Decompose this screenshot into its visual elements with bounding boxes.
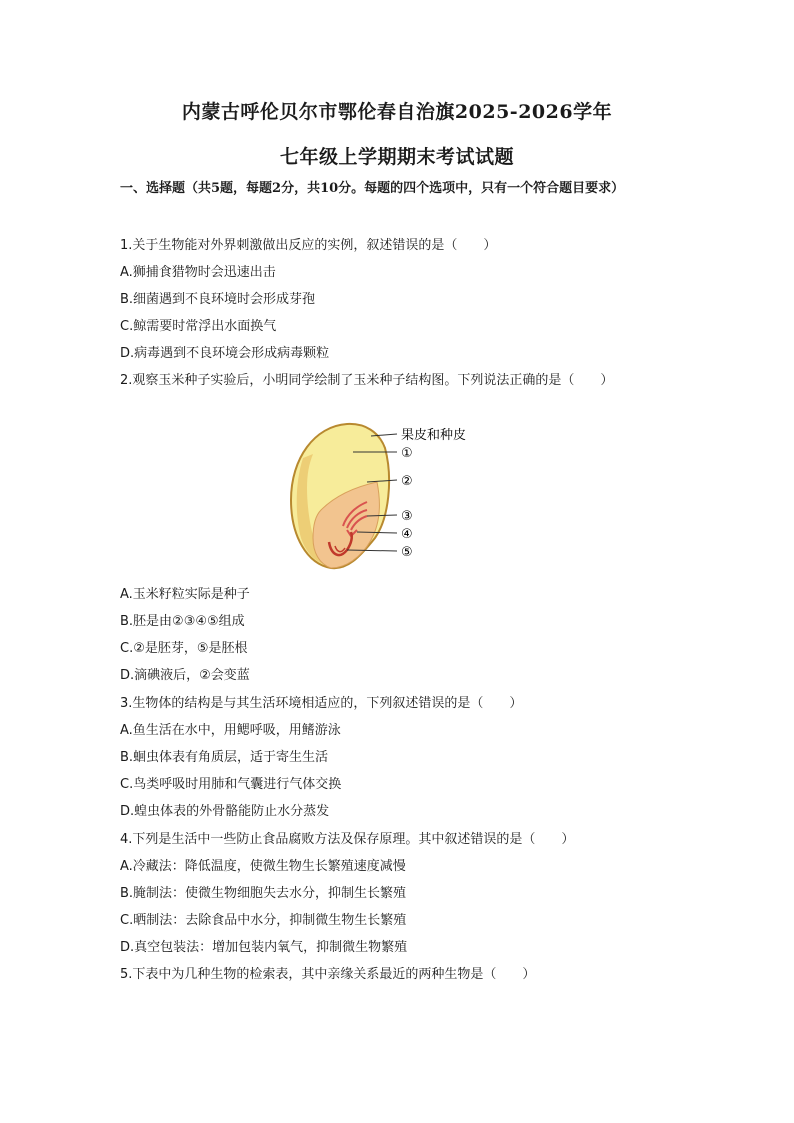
question-2-option-c: C.②是胚芽，⑤是胚根: [120, 641, 248, 656]
question-4-option-d: D.真空包装法：增加包装内氧气，抑制微生物繁殖: [120, 940, 408, 955]
question-1-option-a: A.狮捕食猎物时会迅速出击: [120, 265, 276, 280]
label-2: ②: [401, 474, 413, 489]
label-5: ⑤: [401, 545, 413, 560]
question-5-stem: 5.下表中为几种生物的检索表，其中亲缘关系最近的两种生物是（ ）: [120, 967, 536, 982]
question-1-stem: 1.关于生物能对外界刺激做出反应的实例，叙述错误的是（ ）: [120, 238, 497, 253]
question-2-stem: 2.观察玉米种子实验后，小明同学绘制了玉米种子结构图。下列说法正确的是（ ）: [120, 373, 614, 388]
page-title-line1: 内蒙古呼伦贝尔市鄂伦春自治旗2025-2026学年: [181, 101, 613, 123]
question-3-option-c: C.鸟类呼吸时用肺和气囊进行气体交换: [120, 777, 342, 792]
question-3-option-a: A.鱼生活在水中，用鳃呼吸，用鳍游泳: [120, 723, 341, 738]
question-3-stem: 3.生物体的结构是与其生活环境相适应的，下列叙述错误的是（ ）: [120, 696, 523, 711]
question-1-option-d: D.病毒遇到不良环境会形成病毒颗粒: [120, 346, 330, 361]
page-title-line2: 七年级上学期期末考试试题: [279, 146, 514, 168]
question-3-option-b: B.蛔虫体表有角质层，适于寄生生活: [120, 750, 329, 765]
question-2-option-b: B.胚是由②③④⑤组成: [120, 614, 245, 629]
question-4-option-c: C.晒制法：去除食品中水分，抑制微生物生长繁殖: [120, 913, 407, 928]
question-4-stem: 4.下列是生活中一些防止食品腐败方法及保存原理。其中叙述错误的是（ ）: [120, 832, 575, 847]
question-3-option-d: D.蝗虫体表的外骨骼能防止水分蒸发: [120, 804, 330, 819]
label-1: ①: [401, 446, 413, 461]
question-4-option-b: B.腌制法：使微生物细胞失去水分，抑制生长繁殖: [120, 886, 407, 901]
question-2-option-d: D.滴碘液后，②会变蓝: [120, 668, 250, 683]
question-1-option-b: B.细菌遇到不良环境时会形成芽孢: [120, 292, 316, 307]
question-4-option-a: A.冷藏法：降低温度，使微生物生长繁殖速度减慢: [120, 859, 406, 874]
question-1-option-c: C.鲸需要时常浮出水面换气: [120, 319, 277, 334]
question-2-option-a: A.玉米籽粒实际是种子: [120, 587, 250, 602]
label-3: ③: [401, 509, 413, 524]
label-4: ④: [401, 527, 413, 542]
section-heading: 一、选择题（共5题，每题2分，共10分。每题的四个选项中，只有一个符合题目要求）: [120, 181, 625, 196]
corn-seed-diagram: [285, 418, 500, 578]
label-pericarp-seedcoat: 果皮和种皮: [401, 428, 467, 443]
